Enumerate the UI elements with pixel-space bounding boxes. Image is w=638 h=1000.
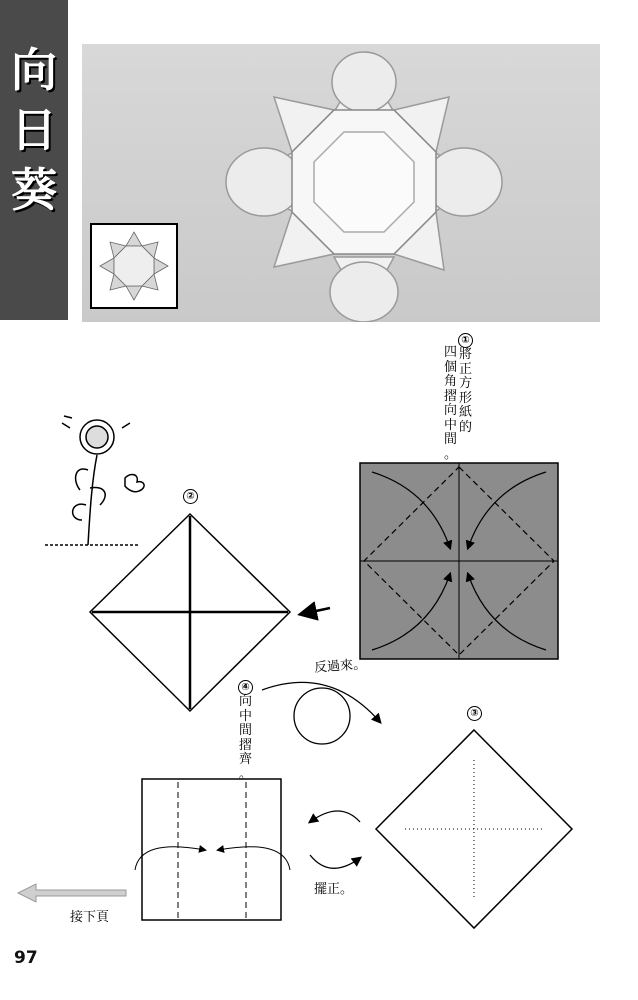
step1-text-col1: 四 個 角 摺 向 中 間 。 xyxy=(443,345,457,462)
title-char-2: 日 xyxy=(11,103,57,157)
straighten-label: 擺正。 xyxy=(314,882,354,897)
flip-label: 反過來。 xyxy=(313,657,367,676)
step3-diagram xyxy=(376,730,572,928)
step2-diagram xyxy=(90,514,290,711)
title-char-1: 向 xyxy=(11,43,57,97)
step1-diagram xyxy=(360,463,558,659)
sunflower-doodle xyxy=(45,416,144,545)
next-page-arrow xyxy=(18,884,126,902)
step4-number: ④ xyxy=(238,680,253,695)
step1-instruction xyxy=(458,333,475,435)
step4-text: 向 中 間 摺 齊 。 xyxy=(238,694,252,782)
title-char-3: 葵 xyxy=(11,163,57,217)
rotate-symbol xyxy=(310,811,360,868)
step1-text-col2: 將 正 方 形 紙 的 xyxy=(458,347,472,435)
step2-number: ② xyxy=(183,489,198,504)
page-number: 97 xyxy=(14,948,38,968)
flip-symbol xyxy=(262,682,380,744)
next-page-label: 接下頁 xyxy=(70,910,110,925)
step1-col1 xyxy=(443,346,458,462)
step4-diagram xyxy=(135,779,290,920)
step4-instruction xyxy=(238,680,253,782)
step3-number: ③ xyxy=(467,706,482,721)
step1-number: ① xyxy=(458,333,473,348)
